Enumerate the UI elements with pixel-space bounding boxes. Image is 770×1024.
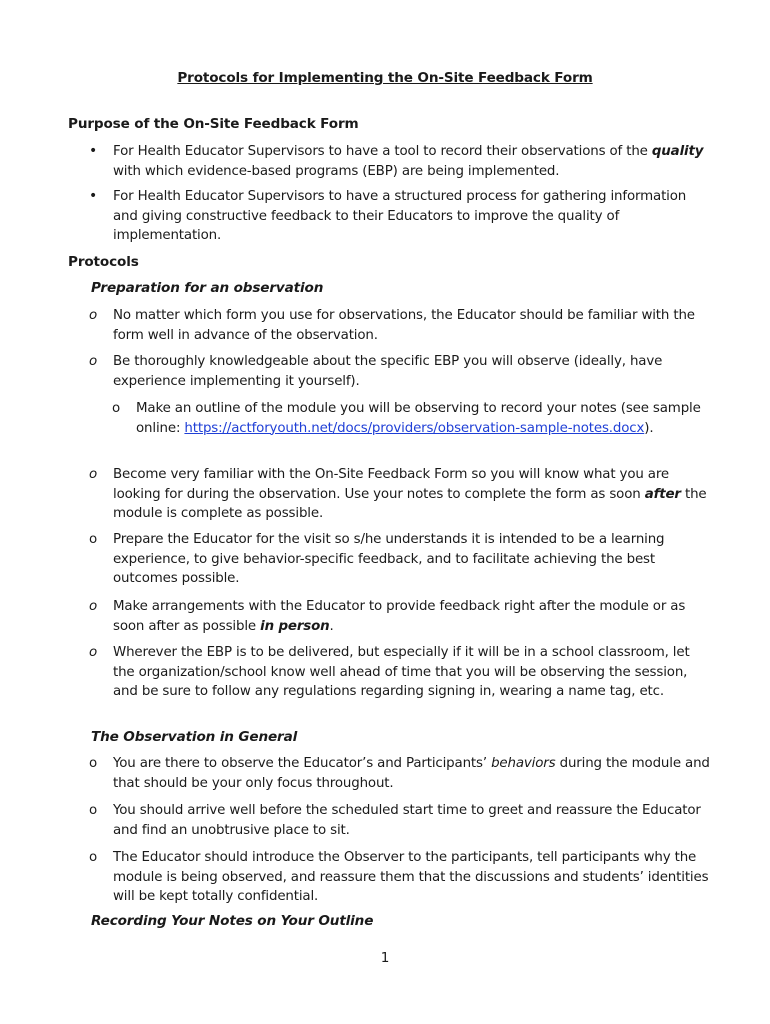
purpose-heading: Purpose of the On-Site Feedback Form (68, 116, 359, 132)
bullet-text: For Health Educator Supervisors to have a structured process for gathering information and giving constructive feedback to their Educators to improve the quality of implementation. (113, 189, 687, 243)
circle-bullet-icon: o (89, 599, 98, 614)
preparation-heading: Preparation for an observation (91, 280, 324, 296)
circle-bullet-icon: o (89, 756, 98, 771)
observation-general-heading: The Observation in General (91, 729, 298, 745)
bullet-icon: • (89, 188, 98, 204)
circle-bullet-icon: o (89, 467, 98, 482)
protocols-heading: Protocols (68, 254, 139, 270)
recording-heading: Recording Your Notes on Your Outline (91, 913, 374, 929)
document-title: Protocols for Implementing the On-Site Feedback Form (177, 70, 593, 86)
circle-bullet-icon: o (89, 645, 98, 660)
page-number: 1 (380, 950, 390, 966)
circle-bullet-icon: o (89, 850, 98, 865)
circle-bullet-icon: o (89, 532, 98, 547)
sample-notes-link[interactable]: https://actforyouth.net/docs/providers/observation-sample-notes.docx (184, 420, 645, 436)
circle-bullet-icon: o (112, 401, 121, 416)
bullet-text: For Health Educator Supervisors to have a tool to record their observations of the quality with which evidence-based programs (EBP) are being implemented. (113, 144, 704, 179)
circle-bullet-icon: o (89, 308, 98, 323)
circle-bullet-icon: o (89, 803, 98, 818)
bullet-icon: • (89, 143, 98, 159)
circle-bullet-icon: o (89, 354, 98, 369)
